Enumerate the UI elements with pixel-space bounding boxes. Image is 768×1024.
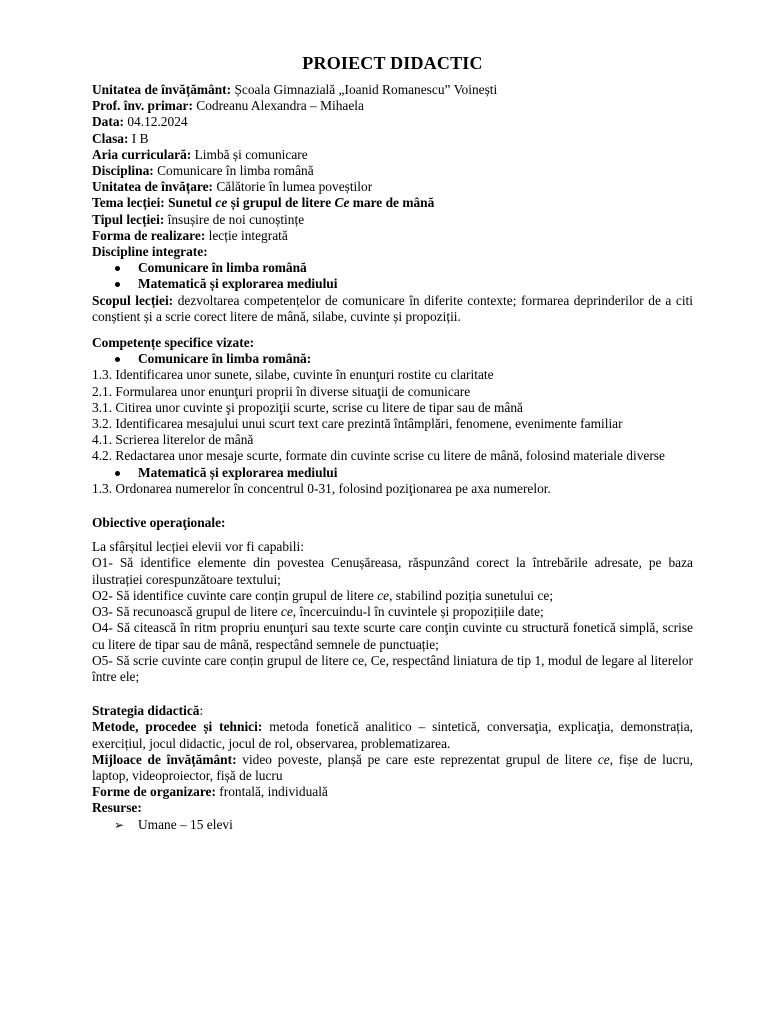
obiectiv-o2: O2- Să identifice cuvinte care conțin grupul de litere ce, stabilind poziția sunetului ce; <box>92 587 554 603</box>
info-value: Călătorie în lumea poveștilor <box>213 179 373 195</box>
info-label: Unitatea de învățământ: <box>92 82 232 97</box>
obiective-section <box>92 515 693 685</box>
info-label: Clasa: <box>92 130 129 146</box>
discipline-list <box>92 260 693 292</box>
forma-realizare: Forma de realizare: lecție integrată <box>92 227 288 243</box>
competenta-item: 3.1. Citirea unor cuvinte şi propoziţii scurte, scrise cu litere de tipar sau de mână <box>92 399 523 415</box>
list-item: ➢ Umane – 15 elevi <box>114 816 233 832</box>
strategia-forme: Forme de organizare: frontală, individuală <box>92 784 328 800</box>
competente-group-2 <box>92 465 693 481</box>
info-unitatea <box>92 82 693 98</box>
info-value: Codreanu Alexandra – Mihaela <box>192 98 364 114</box>
tipul-lectiei: Tipul lecției: însușire de noi cunoștințe <box>92 211 305 227</box>
info-value: I B <box>128 130 149 146</box>
obiectiv-o3: O3- Să recunoască grupul de litere ce, încercuindu-l în cuvintele și propozițiile date; <box>92 604 544 620</box>
competente-group-1 <box>92 351 693 367</box>
info-label: Aria curriculară: <box>92 146 192 162</box>
info-value: Comunicare în limba română <box>153 163 314 179</box>
info-label: Unitatea de învățare: <box>92 179 213 195</box>
strategia-metode: Metode, procedee și tehnici: metoda fonetică analitico – sintetică, conversaţia, explicaţia, demonstrația, exercițiul, jocul didactic, jocul de rol, observarea, problematizarea. <box>92 719 693 751</box>
document-page <box>92 52 693 833</box>
list-item: Comunicare în limba română <box>92 260 693 276</box>
info-value: Școala Gimnazială „Ioanid Romanescu” Voinești <box>231 82 498 97</box>
info-data <box>92 114 693 130</box>
arrow-bullet-icon: ➢ <box>114 817 125 832</box>
list-item: Matematică și explorarea mediului <box>92 276 693 292</box>
info-value: 04.12.2024 <box>123 114 188 130</box>
list-item: Matematică și explorarea mediului <box>92 465 693 481</box>
obiectiv-o5: O5- Să scrie cuvinte care conțin grupul de litere ce, Ce, respectând liniatura de tip 1, modul de legare al literelor între ele; <box>92 652 693 684</box>
competenta-item: 1.3. Identificarea unor sunete, silabe, cuvinte în enunţuri rostite cu claritate <box>92 367 494 383</box>
competenta-item: 2.1. Formularea unor enunţuri proprii în diverse situaţii de comunicare <box>92 383 471 399</box>
info-aria <box>92 147 693 163</box>
competenta-item: 4.1. Scrierea literelor de mână <box>92 432 254 448</box>
info-profesor <box>92 98 693 114</box>
scopul-lectiei: Scopul lecției: dezvoltarea competențelor de comunicare în diferite contexte; formarea deprinderilor de a citi conștient și a scrie corect litere de mână, silabe, cuvinte și propoziții. <box>92 292 693 324</box>
info-label: Prof. înv. primar: <box>92 98 193 114</box>
info-label: Disciplina: <box>92 163 154 179</box>
discipline-heading: Discipline integrate: <box>92 244 208 260</box>
competenta-item: 3.2. Identificarea mesajului unui scurt text care prezintă întâmplări, fenomene, evenimente familiar <box>92 416 623 432</box>
competente-heading: Competențe specifice vizate: <box>92 335 255 351</box>
info-unitatea-invatare <box>92 179 693 195</box>
document-title: PROIECT DIDACTIC <box>302 53 483 73</box>
competenta-item: 1.3. Ordonarea numerelor în concentrul 0-31, folosind poziţionarea pe axa numerelor. <box>92 480 551 496</box>
info-label: Data: <box>92 114 124 130</box>
strategia-section <box>92 703 693 833</box>
resurse-heading: Resurse: <box>92 800 142 816</box>
obiective-intro: La sfârșitul lecției elevii vor fi capabili: <box>92 539 304 555</box>
resurse-list <box>92 817 693 833</box>
info-clasa <box>92 131 693 147</box>
competente-section <box>92 335 693 497</box>
obiective-heading: Obiective operaţionale: <box>92 515 226 531</box>
obiectiv-o1: O1- Să identifice elemente din povestea Cenușăreasa, răspunzând corect la întrebările adresate, pe baza ilustrației corespunzătoare textului; <box>92 555 693 587</box>
info-block <box>92 82 693 325</box>
info-disciplina <box>92 163 693 179</box>
strategia-heading: Strategia didactică: <box>92 703 204 719</box>
competenta-item: 4.2. Redactarea unor mesaje scurte, formate din cuvinte scrise cu litere de mână, folosind materiale diverse <box>92 448 665 464</box>
list-item: Comunicare în limba română: <box>92 351 693 367</box>
tema-lectiei: Tema lecției: Sunetul ce și grupul de litere Ce mare de mână <box>92 195 435 211</box>
info-value: Limbă și comunicare <box>191 146 308 162</box>
strategia-mijloace: Mijloace de învățământ: video poveste, planșă pe care este reprezentat grupul de litere ce, fișe de lucru, laptop, videoproiector, fișă de lucru <box>92 751 693 783</box>
obiectiv-o4: O4- Să citească în ritm propriu enunţuri sau texte scurte care conţin cuvinte cu structură fonetică simplă, scrise cu litere de tipar sau de mână, respectând semnele de punctuație; <box>92 620 693 652</box>
